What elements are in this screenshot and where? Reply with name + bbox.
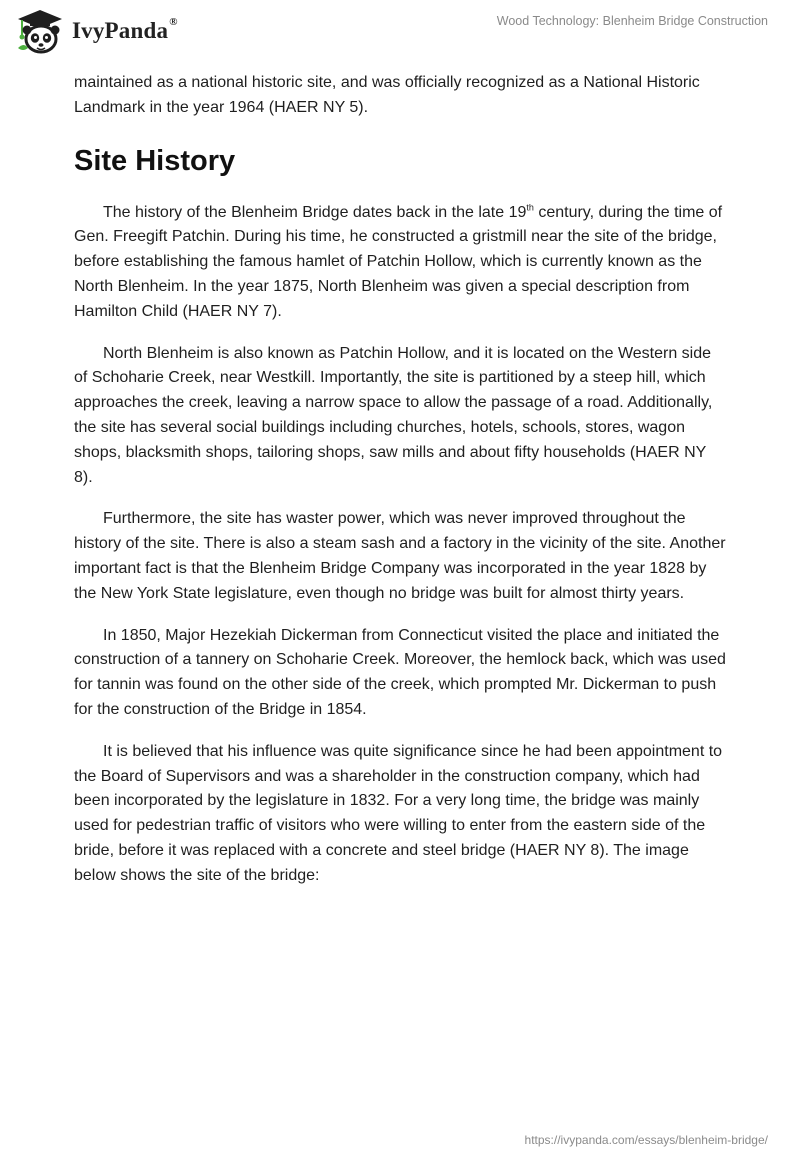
paragraph-3: Furthermore, the site has waster power, which was never improved throughout the history of the site. There is also a steam sash and a factory in the vicinity of the site. Another important fact is that the Blenheim Bridge Company was incorporated in the year 1828 by the New York State legislature, even though no bridge was built for almost thirty years. — [74, 510, 726, 602]
page-header — [0, 0, 800, 70]
paragraph-1 — [74, 201, 726, 325]
panda-graduate-icon — [14, 8, 66, 54]
ordinal-suffix: th — [526, 202, 534, 213]
logo-text: IvyPanda — [72, 18, 169, 43]
paragraph-4: In 1850, Major Hezekiah Dickerman from Connecticut visited the place and initiated the construction of a tannery on Schoharie Creek. Moreover, the hemlock back, which was used for tannin was found on the other side of the creek, which prompted Mr. Dickerman to push for the construction of the Bridge in 1854. — [74, 626, 726, 718]
paragraph-2: North Blenheim is also known as Patchin Hollow, and it is located on the Western side of Schoharie Creek, near Westkill. Importantly, the site is partitioned by a steep hill, which approaches the creek, leaving a narrow space to allow the passage of a road. Additionally, the site has several social buildings including churches, hotels, schools, stores, wagon shops, blacksmith shops, tailoring shops, saw mills and about fifty households (HAER NY 8). — [74, 344, 713, 486]
registered-mark: ® — [169, 16, 178, 28]
paragraph-1-text-b: century, during the time of Gen. Freegift Patchin. During his time, he constructed a gristmill near the site of the bridge, before establishing the famous hamlet of Patchin Hollow, which is currently known as the North Blenheim. In the year 1875, North Blenheim was given a special description from Hamilton Child (HAER NY 7). — [74, 203, 723, 320]
document-title: Wood Technology: Blenheim Bridge Construction — [496, 14, 768, 28]
paragraph-5: It is believed that his influence was quite significance since he had been appointment to the Board of Supervisors and was a shareholder in the construction company, which had been incorporated by the legislature in 1832. For a very long time, the bridge was mainly used for pedestrian traffic of visitors who were willing to enter from the eastern side of the bride, before it was replaced with a concrete and steel bridge (HAER NY 8). The image below shows the site of the bridge: — [74, 742, 723, 884]
ivypanda-logo[interactable] — [14, 8, 178, 54]
section-heading: Site History — [74, 144, 236, 177]
paragraph-1-text-a: The history of the Blenheim Bridge dates back in the late 19 — [103, 203, 527, 221]
logo-wordmark — [72, 18, 178, 44]
source-url[interactable]: https://ivypanda.com/essays/blenheim-bridge/ — [524, 1133, 768, 1147]
intro-paragraph: maintained as a national historic site, and was officially recognized as a National Historic Landmark in the year 1964 (HAER NY 5). — [74, 74, 700, 116]
essay-body — [74, 71, 726, 906]
